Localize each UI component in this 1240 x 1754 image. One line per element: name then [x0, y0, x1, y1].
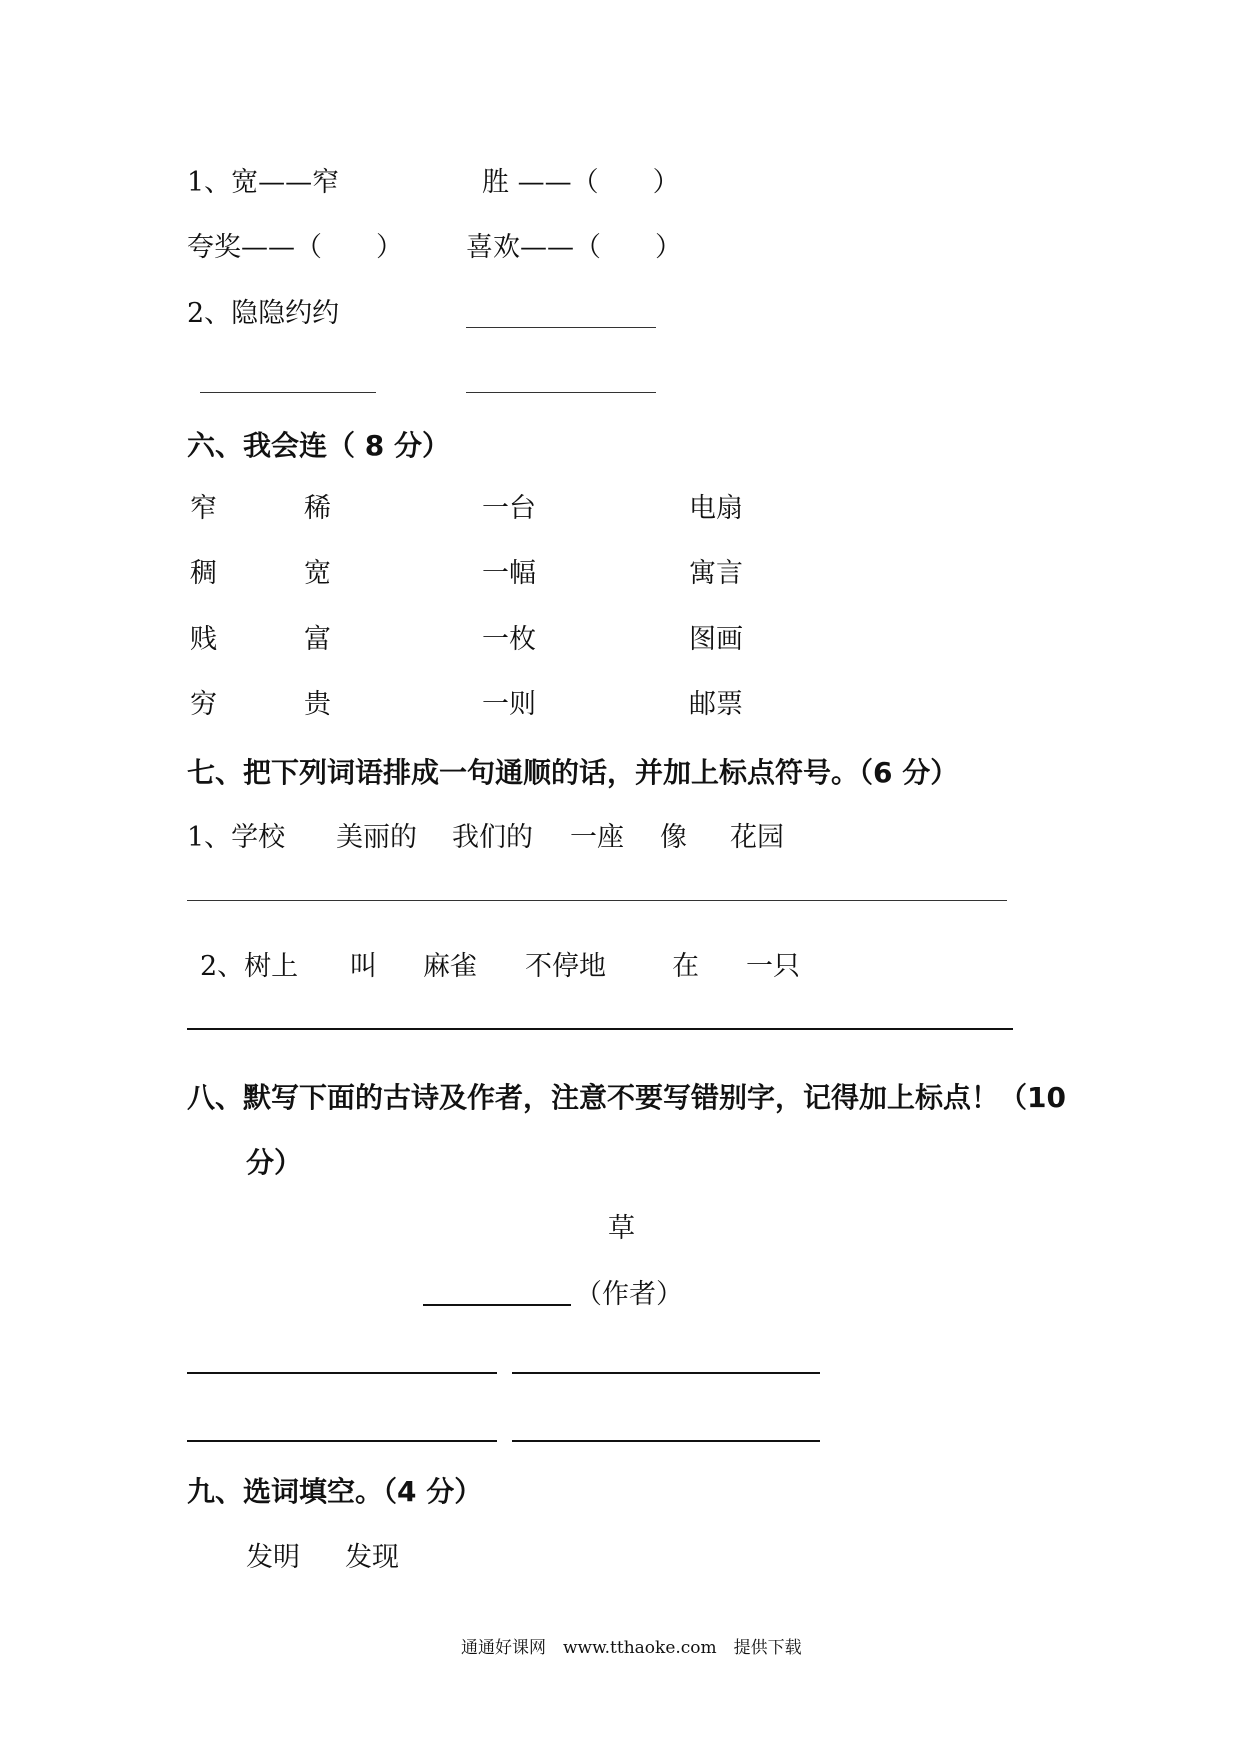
word-token: 1、学校	[187, 822, 286, 853]
section-8-heading-cont: 分）	[246, 1146, 303, 1179]
word-token: 花园	[730, 822, 784, 853]
section-8-heading: 八、默写下面的古诗及作者，注意不要写错别字，记得加上标点！（10	[187, 1081, 1066, 1114]
poem-answer-line[interactable]	[187, 1372, 497, 1374]
word-token: 美丽的	[336, 822, 417, 853]
match-item[interactable]: 一则	[482, 689, 536, 720]
word-token: 2、树上	[200, 951, 299, 982]
answer-line[interactable]	[466, 392, 656, 393]
match-item[interactable]: 穷	[190, 689, 217, 720]
answer-line[interactable]	[187, 1028, 1013, 1030]
match-item[interactable]: 宽	[304, 558, 331, 589]
section-6-heading: 六、我会连（ 8 分）	[187, 429, 450, 462]
author-answer-line[interactable]	[423, 1304, 571, 1306]
antonym-question-kuajiang: 夸奖——（ ）	[187, 232, 403, 263]
footer-credit: 通通好课网 www.tthaoke.com 提供下载	[461, 1638, 802, 1658]
match-item[interactable]: 电扇	[689, 493, 743, 524]
match-item[interactable]: 图画	[689, 624, 743, 655]
word-token: 在	[672, 951, 699, 982]
author-label: （作者）	[575, 1279, 683, 1310]
match-item[interactable]: 一幅	[482, 558, 536, 589]
abab-word-example: 2、隐隐约约	[187, 298, 340, 329]
word-token: 不停地	[525, 951, 606, 982]
choice-word[interactable]: 发现	[345, 1542, 399, 1573]
match-item[interactable]: 稠	[190, 558, 217, 589]
antonym-question-sheng: 胜 ——（ ）	[482, 167, 680, 198]
word-token: 一座	[570, 822, 624, 853]
word-token: 一只	[746, 951, 800, 982]
word-token: 像	[660, 822, 687, 853]
section-9-heading: 九、选词填空。（4 分）	[187, 1475, 483, 1508]
word-token: 叫	[350, 951, 377, 982]
word-token: 我们的	[452, 822, 533, 853]
match-item[interactable]: 窄	[190, 493, 217, 524]
match-item[interactable]: 稀	[304, 493, 331, 524]
match-item[interactable]: 富	[304, 624, 331, 655]
match-item[interactable]: 邮票	[689, 689, 743, 720]
antonym-example: 1、宽——窄	[187, 167, 340, 198]
match-item[interactable]: 一枚	[482, 624, 536, 655]
poem-answer-line[interactable]	[512, 1372, 820, 1374]
match-item[interactable]: 一台	[482, 493, 536, 524]
choice-word[interactable]: 发明	[246, 1542, 300, 1573]
poem-answer-line[interactable]	[512, 1440, 820, 1442]
match-item[interactable]: 贱	[190, 624, 217, 655]
match-item[interactable]: 贵	[304, 689, 331, 720]
answer-line[interactable]	[200, 392, 376, 393]
answer-line[interactable]	[187, 900, 1007, 901]
section-7-heading: 七、把下列词语排成一句通顺的话，并加上标点符号。（6 分）	[187, 756, 959, 789]
poem-title: 草	[608, 1213, 635, 1244]
answer-line[interactable]	[466, 327, 656, 328]
poem-answer-line[interactable]	[187, 1440, 497, 1442]
word-token: 麻雀	[423, 951, 477, 982]
antonym-question-xihuan: 喜欢——（ ）	[466, 232, 682, 263]
match-item[interactable]: 寓言	[689, 558, 743, 589]
